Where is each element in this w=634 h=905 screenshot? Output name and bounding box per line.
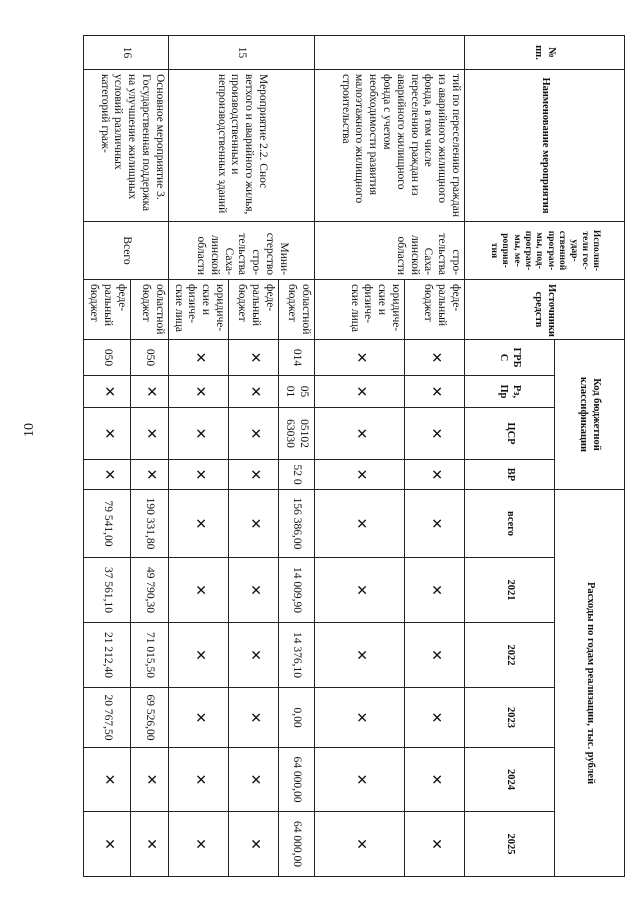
cell-total: 156 386,00 — [279, 490, 315, 558]
cell-2023: 69 526,00 — [130, 688, 168, 748]
header-total: всего — [465, 490, 555, 558]
cell-grbs: ✕ — [405, 340, 465, 376]
row-name: Основное мероприятие 3. Государственная поддержка на улучшение жилищных условий различных категорий граж- — [84, 70, 168, 222]
cell-2023: ✕ — [315, 688, 405, 748]
cell-total: ✕ — [405, 490, 465, 558]
table-row — [130, 36, 168, 877]
row-num — [315, 36, 465, 70]
page-number: 10 — [22, 423, 37, 437]
cell-rzpr: ✕ — [315, 376, 405, 408]
cell-2021: ✕ — [168, 558, 228, 623]
row-source: юридиче-ские и физиче-ские лица — [315, 280, 405, 340]
cell-grbs: ✕ — [315, 340, 405, 376]
cell-2025: ✕ — [84, 812, 130, 877]
row-source: юридиче-ские и физиче-ские лица — [168, 280, 228, 340]
cell-2022: ✕ — [405, 623, 465, 688]
cell-rzpr: ✕ — [130, 376, 168, 408]
row-name: тий по переселению граждан из аварийного жилищного фонда, в том числе переселению граждан из аварийного жилищного фонда с учетом необходимости развития малоэтажного жилищного строительства — [315, 70, 465, 222]
header-2021: 2021 — [465, 558, 555, 623]
cell-vr: ✕ — [229, 460, 279, 490]
cell-grbs: 014 — [279, 340, 315, 376]
table-container — [90, 35, 625, 876]
cell-grbs: 050 — [130, 340, 168, 376]
cell-2021: 49 790,30 — [130, 558, 168, 623]
row-source: феде-ральный бюджет — [84, 280, 130, 340]
row-name: Мероприятие 2.2. Снос ветхого и аварийного жилья, производственных и непроизводственных зданий — [168, 70, 314, 222]
cell-2021: ✕ — [405, 558, 465, 623]
cell-rzpr: ✕ — [405, 376, 465, 408]
budget-table — [83, 35, 625, 877]
row-executor: Мини-стерство стро-тельства Саха-линской области — [168, 222, 314, 280]
table-row — [405, 36, 465, 877]
cell-2025: ✕ — [315, 812, 405, 877]
cell-2021: 37 561,10 — [84, 558, 130, 623]
row-source: феде-ральный бюджет — [229, 280, 279, 340]
cell-rzpr: ✕ — [84, 376, 130, 408]
header-2023: 2023 — [465, 688, 555, 748]
header-sources: Источники средств — [465, 280, 625, 340]
row-num: 16 — [84, 36, 168, 70]
header-kbk: Код бюджетной классификации — [555, 340, 625, 490]
cell-vr: ✕ — [315, 460, 405, 490]
cell-total: ✕ — [229, 490, 279, 558]
cell-2025: ✕ — [130, 812, 168, 877]
cell-2024: ✕ — [130, 748, 168, 812]
cell-rzpr: 05 01 — [279, 376, 315, 408]
cell-csr: ✕ — [315, 408, 405, 460]
cell-vr: ✕ — [130, 460, 168, 490]
header-name: Наименование мероприятия — [465, 70, 625, 222]
cell-csr: ✕ — [405, 408, 465, 460]
header-2022: 2022 — [465, 623, 555, 688]
cell-grbs: 050 — [84, 340, 130, 376]
header-rzpr: Рз, Пр — [465, 376, 555, 408]
cell-csr: ✕ — [84, 408, 130, 460]
cell-csr: ✕ — [130, 408, 168, 460]
cell-2023: 20 767,50 — [84, 688, 130, 748]
cell-2021: 14 009,90 — [279, 558, 315, 623]
cell-total: 190 331,80 — [130, 490, 168, 558]
rotated-page — [90, 35, 625, 876]
cell-2025: ✕ — [405, 812, 465, 877]
cell-2023: 0,00 — [279, 688, 315, 748]
row-executor: Всего — [84, 222, 168, 280]
cell-rzpr: ✕ — [168, 376, 228, 408]
cell-vr: ✕ — [168, 460, 228, 490]
row-num: 15 — [168, 36, 314, 70]
header-csr: ЦСР — [465, 408, 555, 460]
cell-vr: ✕ — [84, 460, 130, 490]
header-2024: 2024 — [465, 748, 555, 812]
row-source: областной бюджет — [279, 280, 315, 340]
row-executor: стро-тельства Саха-линской области — [315, 222, 465, 280]
row-source: феде-ральный бюджет — [405, 280, 465, 340]
header-executors: Исполни-тели гос-удар-ственной програм-мы, под-програм-мы, ме-роприя-тия — [465, 222, 625, 280]
header-2025: 2025 — [465, 812, 555, 877]
cell-2024: 64 000,00 — [279, 748, 315, 812]
cell-2022: ✕ — [168, 623, 228, 688]
cell-2022: 14 376,10 — [279, 623, 315, 688]
cell-2022: ✕ — [229, 623, 279, 688]
row-source: областной бюджет — [130, 280, 168, 340]
cell-csr: ✕ — [229, 408, 279, 460]
cell-2023: ✕ — [168, 688, 228, 748]
cell-2024: ✕ — [229, 748, 279, 812]
header-vr: ВР — [465, 460, 555, 490]
cell-csr: ✕ — [168, 408, 228, 460]
cell-rzpr: ✕ — [229, 376, 279, 408]
cell-2024: ✕ — [168, 748, 228, 812]
cell-csr: 05102 63030 — [279, 408, 315, 460]
header-grbs: ГРБ С — [465, 340, 555, 376]
cell-2024: ✕ — [405, 748, 465, 812]
cell-2025: 64 000,00 — [279, 812, 315, 877]
cell-2023: ✕ — [229, 688, 279, 748]
cell-2024: ✕ — [84, 748, 130, 812]
header-expenses: Расходы по годам реализации, тыс. рублей — [555, 490, 625, 877]
cell-2022: ✕ — [315, 623, 405, 688]
cell-grbs: ✕ — [168, 340, 228, 376]
cell-2021: ✕ — [229, 558, 279, 623]
cell-2024: ✕ — [315, 748, 405, 812]
table-row — [279, 36, 315, 877]
cell-2023: ✕ — [405, 688, 465, 748]
cell-grbs: ✕ — [229, 340, 279, 376]
header-num: № пп. — [465, 36, 625, 70]
cell-2025: ✕ — [229, 812, 279, 877]
cell-total: 79 541,00 — [84, 490, 130, 558]
cell-vr: ✕ — [405, 460, 465, 490]
cell-2025: ✕ — [168, 812, 228, 877]
cell-2021: ✕ — [315, 558, 405, 623]
cell-total: ✕ — [315, 490, 405, 558]
cell-2022: 21 212,40 — [84, 623, 130, 688]
cell-2022: 71 015,50 — [130, 623, 168, 688]
cell-total: ✕ — [168, 490, 228, 558]
cell-vr: 52 0 — [279, 460, 315, 490]
